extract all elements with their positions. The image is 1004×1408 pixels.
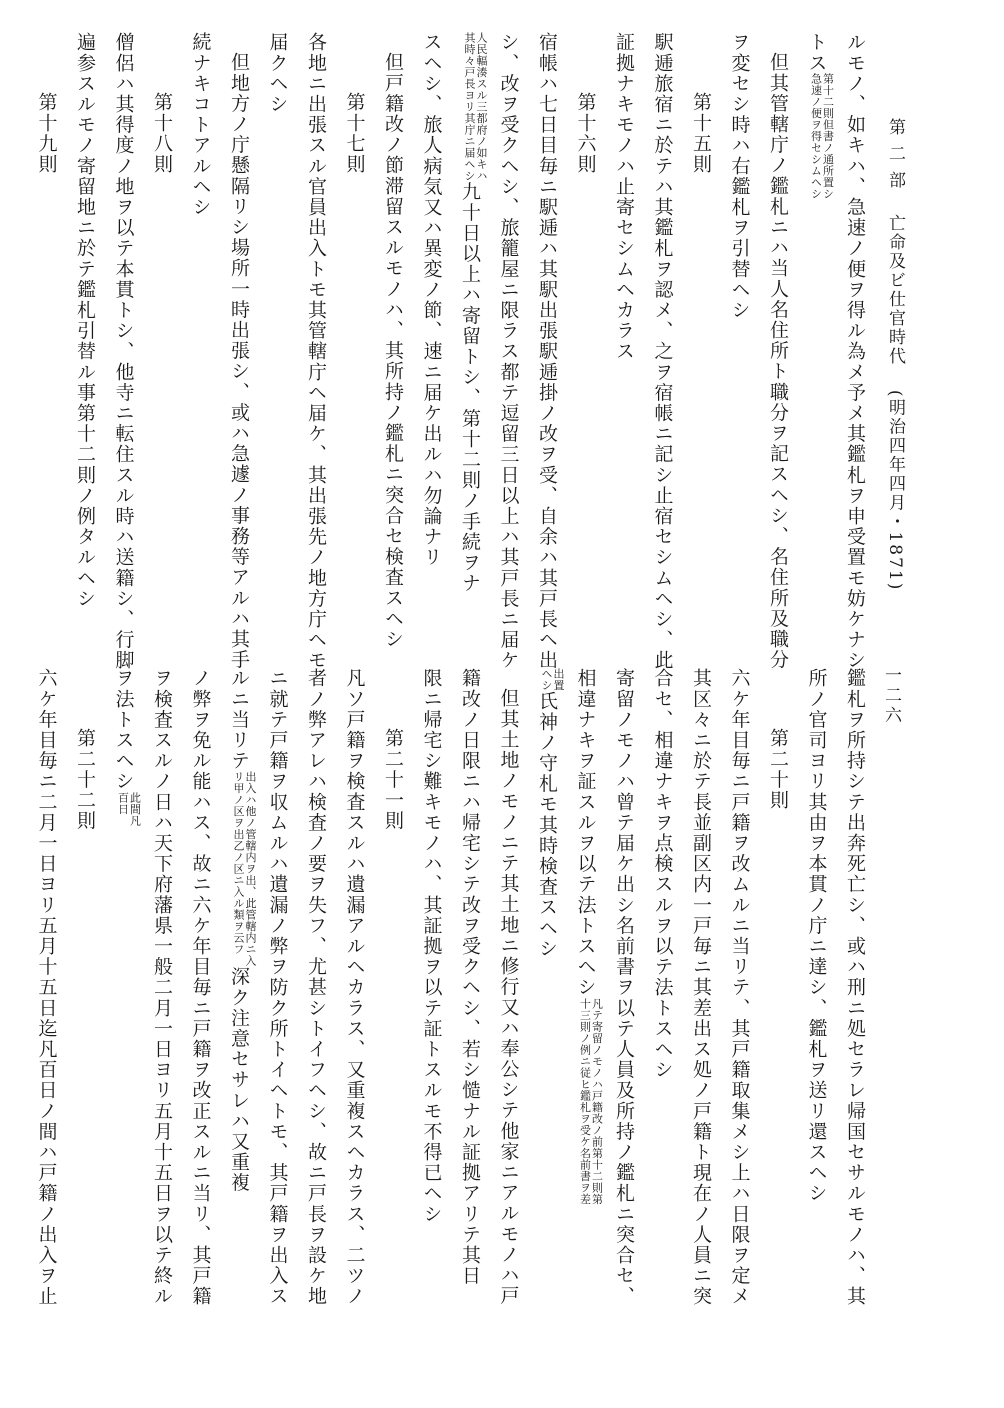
line-text: 第二十二則 <box>74 728 96 831</box>
interlinear-note <box>579 998 603 1205</box>
line-text: 第二十一則 <box>382 728 404 831</box>
line-text: 駅逓旅宿ニ於テハ其鑑札ヲ認メ、之ヲ宿帳ニ記シ止宿セシムヘシ、此 <box>651 32 674 671</box>
line-text: トス <box>805 32 828 74</box>
line-text: 凡ソ戸籍ヲ検査スルハ遺漏アルヘカラス、又重複スヘカラス、二ツノ <box>343 668 366 1307</box>
text-line <box>836 668 875 1328</box>
note-line: 凡テ寄留ノモノハ戸籍改ノ前第十二則第 <box>590 997 604 1205</box>
interlinear-note <box>810 73 834 200</box>
line-text: ヲ法トスヘシ <box>112 668 135 792</box>
article-heading <box>143 32 182 642</box>
text-line <box>720 32 759 642</box>
line-text: 但戸籍改ノ節滞留スルモノハ、其所持ノ鑑札ニ突合セ検査スヘシ <box>382 52 404 650</box>
line-text: 届クヘシ <box>266 32 289 115</box>
lower-text-block <box>35 668 874 1328</box>
line-text: 但地方ノ庁懸隔リシ場所一時出張シ、或ハ急遽ノ事務等アルハ其手 <box>228 52 250 670</box>
line-text: 但其管轄庁ノ鑑札ニハ当人名住所ト職分ヲ記スヘシ、名住所及職分 <box>767 52 789 670</box>
article-heading <box>682 32 721 642</box>
interlinear-note <box>540 668 564 691</box>
text-line <box>451 32 490 642</box>
header-date: (明治四年四月・1871) <box>885 389 905 592</box>
line-text: 宿帳ハ七日目毎ニ駅逓ハ其駅出張駅逓掛ノ改ヲ受、自余ハ其戸長ヘ出 <box>536 32 558 671</box>
note-line: 十三則ノ例ニ従ヒ鑑札ヲ受ケ名前書ヲ差 <box>578 997 592 1205</box>
text-line <box>605 32 644 642</box>
line-text: 寄留ノモノハ曾テ届ケ出シ名前書ヲ以テ人員及所持ノ鑑札ニ突合セ、 <box>613 668 635 1307</box>
line-text: 遍参スルモノ寄留地ニ於テ鑑札引替ル事第十二則ノ例タルヘシ <box>74 32 96 609</box>
text-line <box>374 32 413 650</box>
line-text: ルニ当リテ <box>228 668 250 771</box>
line-text: 第十五則 <box>690 92 712 175</box>
line-text: 第十六則 <box>574 92 597 175</box>
line-text: スヘシ、旅人病気又ハ異変ノ節、速ニ届ケ出ルハ勿論ナリ <box>420 32 443 568</box>
part-label: 第 二 部 <box>885 118 905 190</box>
text-line <box>335 668 374 1328</box>
note-line: 此間凡 <box>128 791 142 827</box>
line-text: 氏神ノ守札モ其時検査スヘシ <box>536 691 558 959</box>
line-text: 限ニ帰宅シ難キモノハ、其証拠ヲ以テ証トスルモ不得已ヘシ <box>420 668 443 1225</box>
line-text: 各地ニ出張スル官員出入トモ其管轄庁ヘ届ケ、其出張先ノ地方庁ヘモ <box>305 32 327 671</box>
line-text: ルモノ、如キハ、急速ノ便ヲ得ル為メ予メ其鑑札ヲ申受置モ妨ケナシ <box>844 32 866 671</box>
text-line <box>181 32 220 642</box>
line-text: ヲ変セシ時ハ右鑑札ヲ引替ヘシ <box>728 32 751 321</box>
text-line <box>643 668 682 1328</box>
text-line <box>412 32 451 642</box>
line-text: 鑑札ヲ所持シテ出奔死亡シ、或ハ刑ニ処セラレ帰国セサルモノハ、其 <box>844 668 866 1307</box>
article-heading <box>374 668 413 1328</box>
article-heading <box>759 668 798 1328</box>
text-line <box>66 32 105 642</box>
line-text: 第二十則 <box>767 728 789 811</box>
text-line <box>528 668 567 1328</box>
note-line: 人民輻湊スル三都府ノ如キハ <box>475 32 488 182</box>
note-line: ヘシ <box>540 668 553 691</box>
interlinear-note <box>117 792 141 827</box>
text-line <box>682 668 721 1328</box>
text-line <box>566 668 605 1328</box>
text-line <box>643 32 682 671</box>
text-line <box>143 668 182 1328</box>
line-text: 第十九則 <box>35 92 58 175</box>
text-line <box>27 668 66 1328</box>
line-text: 深ク注意セサレハ又重複 <box>228 966 250 1194</box>
note-line: 其時々戸長ヨリ其庁ニ届ヘシ <box>463 32 476 182</box>
article-heading <box>66 668 105 1328</box>
interlinear-note <box>232 771 256 967</box>
line-text: 者ノ弊アレハ検査ノ要ヲ失フ、尤甚シトイフヘシ、故ニ戸長ヲ設ケ地 <box>305 668 327 1307</box>
text-line <box>797 32 836 642</box>
text-line <box>489 668 528 1328</box>
text-line <box>104 32 143 671</box>
note-line: 出置 <box>552 668 565 691</box>
line-text: 九十日以上ハ寄留トシ、第十二則ノ手続ヲナ <box>459 181 481 594</box>
text-line <box>297 32 336 671</box>
text-line <box>258 32 297 642</box>
line-text: 六ケ年目毎ニ戸籍ヲ改ムルニ当リテ、其戸籍取集メシ上ハ日限ヲ定メ <box>728 668 751 1307</box>
line-text: 僧侶ハ其得度ノ地ヲ以テ本貫トシ、他寺ニ転住スル時ハ送籍シ、行脚 <box>112 32 135 671</box>
text-line <box>797 668 836 1328</box>
text-line <box>181 668 220 1328</box>
article-heading <box>566 32 605 642</box>
line-text: ヲ検査スルノ日ハ天下府藩県一般二月一日ヨリ五月十五日ヲ以テ終ル <box>151 668 173 1307</box>
article-heading <box>335 32 374 642</box>
line-text: 証拠ナキモノハ止寄セシムヘカラス <box>613 32 635 362</box>
text-line <box>104 668 143 1328</box>
note-line: 百日 <box>116 791 130 815</box>
text-line <box>489 32 528 671</box>
line-text: 相違ナキヲ証スルヲ以テ法トスヘシ <box>574 668 597 998</box>
text-line <box>220 32 259 670</box>
text-line <box>759 32 798 670</box>
text-line <box>605 668 644 1328</box>
text-line <box>297 668 336 1328</box>
line-text: 第十七則 <box>343 92 366 175</box>
page-number: 一二六 <box>881 666 901 726</box>
text-line <box>836 32 875 671</box>
header-title: 亡命及ビ仕官時代 <box>885 213 905 366</box>
line-text: 第十八則 <box>151 92 173 175</box>
running-header <box>883 118 908 591</box>
line-text: 続ナキコトアルヘシ <box>189 32 212 218</box>
text-line <box>258 668 297 1328</box>
line-text: 其区々ニ於テ長並副区内一戸毎ニ其差出ス処ノ戸籍ト現在ノ人員ニ突 <box>690 668 712 1307</box>
upper-text-block <box>35 32 874 671</box>
interlinear-note <box>463 32 487 182</box>
note-line: 出入ハ他ノ管轄内ヲ出、此管轄内ニ入 <box>244 771 257 967</box>
text-line <box>451 668 490 1328</box>
article-heading <box>27 32 66 642</box>
text-line <box>720 668 759 1328</box>
text-line <box>412 668 451 1328</box>
line-text: 籍改ノ日限ニハ帰宅シテ改ヲ受クヘシ、若シ慥ナル証拠アリテ其日 <box>459 668 481 1286</box>
line-text: 合セ、相違ナキヲ点検スルヲ以テ法トスヘシ <box>651 668 674 1080</box>
line-text: シ、改ヲ受クヘシ、旅籠屋ニ限ラス都テ逗留三日以上ハ其戸長ニ届ケ <box>497 32 520 671</box>
line-text: 六ケ年目毎ニ二月一日ヨリ五月十五日迄凡百日ノ間ハ戸籍ノ出入ヲ止 <box>35 668 58 1307</box>
note-line: 急速ノ便ヲ得セシムヘシ <box>809 73 823 200</box>
text-line <box>220 668 259 1328</box>
line-text: ノ弊ヲ免ル能ハス、故ニ六ケ年目毎ニ戸籍ヲ改正スルニ当リ、其戸籍 <box>189 668 212 1307</box>
line-text: 所ノ官司ヨリ其由ヲ本貫ノ庁ニ達シ、鑑札ヲ送リ還スヘシ <box>805 668 828 1204</box>
line-text: ニ就テ戸籍ヲ収ムルハ遺漏ノ弊ヲ防ク所トイヘトモ、其戸籍ヲ出入ス <box>266 668 289 1307</box>
note-line: リ甲ノ区ヲ出乙ノ区ニ入ル類ヲ云フ <box>232 771 245 955</box>
note-line: 第十二則但書ノ通所置シ <box>821 73 835 200</box>
text-line <box>528 32 567 671</box>
line-text: 但其土地ノモノニテ其土地ニ修行又ハ奉公シテ他家ニアルモノハ戸 <box>497 688 520 1306</box>
